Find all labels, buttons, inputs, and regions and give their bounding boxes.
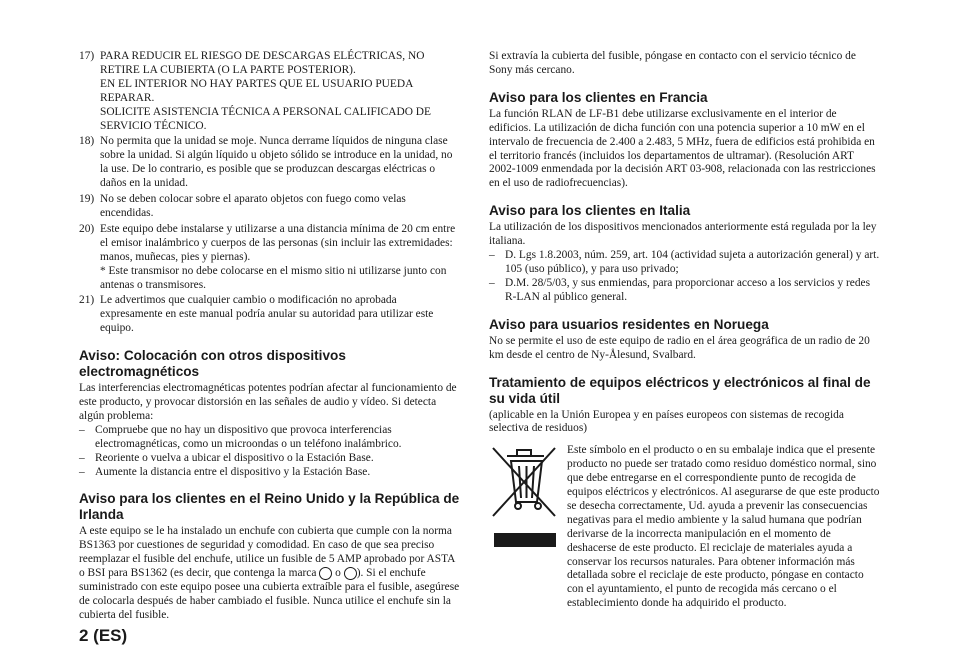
fuse-text: Si extravía la cubierta del fusible, póngase en contacto con el servicio técnico de Sony más cercano. [489, 50, 856, 76]
weee-heading: Tratamiento de equipos eléctricos y electrónicos al final de su vida útil [489, 374, 871, 406]
item-19 [79, 193, 461, 221]
uk-text [79, 525, 461, 622]
weee-text: Este símbolo en el producto o en su embalaje indica que el presente producto no puede ser tratado como residuo doméstico normal, sino que debe entregarse en el correspondiente punto de recogida de equipos eléctricos y electrónicos. Al asegurarse de que este producto se desecha correctamente, Ud. ayuda a prevenir las consecuencias negativas para el medio ambiente y la salud humana que podrían derivarse de la incorrecta manipulación en el momento de deshacerse de este producto. El reciclaje de materiales ayuda a conservar los recursos naturales. Para obtener información más detallada sobre el reciclaje de este producto, póngase en contacto con el ayuntamiento, el punto de recogida más cercano o el establecimiento donde ha adquirido el producto. [567, 444, 880, 610]
bullet-text: Compruebe que no hay un dispositivo que provoca interferencias electromagnéticas, como un microondas o un teléfono inalámbrico. [95, 423, 402, 450]
item-number: 20) [79, 222, 95, 235]
italy-text: La utilización de los dispositivos mencionados anteriormente está regulada por la ley italiana. [489, 221, 877, 248]
asta-mark-icon [319, 567, 332, 580]
italy-heading: Aviso para los clientes en Italia [489, 203, 691, 219]
interference-bullet [79, 424, 461, 452]
bullet-text: D.M. 28/5/03, y sus enmiendas, para proporcionar acceso a los servicios y redes R-LAN al público general. [505, 276, 871, 303]
uk-text-part-2: ). Si el enchufe suministrado con este equipo posee una cubierta extraíble para el fusible, asegúrese de colocarla después de haber cambiado el fusible. Nunca utilice el enchufe sin la cubierta del fusible. [79, 567, 460, 622]
uk-or: o [335, 567, 341, 580]
item-17 [79, 50, 461, 133]
france-text: La función RLAN de LF-B1 debe utilizarse exclusivamente en el interior de edificios. La utilización de dicha función con una potencia superior a 10 mW en el intervalo de frecuencia de 2.400 a 2.483, 5 MHz, fuera de edificios está prohibida en el territorio francés (incluidos los departamentos de ultramar). (Resolución ART 2002-1009 enmendada por la decisión ART 03-908, relacionada con las restricciones en el uso de radiofrecuencias). [489, 107, 876, 190]
france-heading: Aviso para los clientes en Francia [489, 89, 708, 105]
right-column [489, 50, 881, 611]
italy-bullet [489, 249, 881, 277]
dash: – [79, 451, 85, 464]
interference-text: Las interferencias electromagnéticas potentes podrían afectar al funcionamiento de este producto, y provocar distorsión en las señales de audio y vídeo. Si detecta algún problema: [79, 382, 457, 422]
bullet-text: Reoriente o vuelva a ubicar el dispositivo o la Estación Base. [95, 451, 374, 464]
dash: – [79, 423, 85, 436]
dash: – [489, 276, 495, 289]
interference-heading: Aviso: Colocación con otros dispositivos electromagnéticos [79, 348, 346, 380]
bsi-mark-icon [344, 567, 357, 580]
item-20 [79, 223, 461, 265]
norway-heading: Aviso para usuarios residentes en Noruega [489, 316, 769, 332]
uk-text-part-1: A este equipo se le ha instalado un enchufe con cubierta que cumple con la norma BS1363 por cuestiones de seguridad y comodidad. En caso de que sea preciso reemplazar el fusible del enchufe, utilice un fusible de 5 AMP aprobado por ASTA o BSI para BS1362 (es decir, que contenga la marca [79, 525, 455, 580]
uk-heading: Aviso para los clientes en el Reino Unido y la República de Irlanda [79, 491, 460, 523]
norway-text: No se permite el uso de este equipo de radio en el área geográfica de un radio de 20 km desde el centro de Ny-Ålesund, Svalbard. [489, 334, 870, 361]
item-text: Este equipo debe instalarse y utilizarse a una distancia mínima de 20 cm entre el emisor inalámbrico y cuerpos de las personas (sin incluir las extremidades: manos, muñecas, pies y piernas). [100, 222, 456, 263]
interference-bullet [79, 452, 461, 466]
weee-symbol-svg [489, 444, 559, 549]
dash: – [79, 465, 85, 478]
italy-bullet [489, 277, 881, 305]
weee-subtitle: (aplicable en la Unión Europea y en países europeos con sistemas de recogida selectiva de residuos) [489, 408, 844, 435]
item-21 [79, 294, 461, 336]
item-20-note: * Este transmisor no debe colocarse en el mismo sitio ni utilizarse junto con antenas o transmisores. [100, 264, 447, 291]
left-column [79, 50, 461, 623]
crossed-out-bin-icon [489, 444, 567, 611]
item-17-line-2: EN EL INTERIOR NO HAY PARTES QUE EL USUARIO PUEDA REPARAR. [100, 77, 413, 104]
item-17-line-1: PARA REDUCIR EL RIESGO DE DESCARGAS ELÉCTRICAS, NO RETIRE LA CUBIERTA (O LA PARTE POSTERIOR). [100, 50, 425, 76]
bullet-text: D. Lgs 1.8.2003, núm. 259, art. 104 (actividad sujeta a autorización general) y art. 105 (uso público), y para uso privado; [505, 249, 880, 275]
item-body [100, 50, 461, 133]
item-text: No permita que la unidad se moje. Nunca derrame líquidos de ninguna clase sobre la unidad. Si algún líquido u objeto sólido se introduce en la unidad, no la use. De lo contrario, es posible que se produzcan descargas eléctricas o daños en la unidad. [100, 135, 453, 190]
dash: – [489, 249, 495, 262]
weee-block [489, 444, 881, 611]
item-text: No se deben colocar sobre el aparato objetos con fuego como velas encendidas. [100, 193, 406, 219]
page-number: 2 (ES) [79, 626, 128, 645]
item-number: 19) [79, 193, 95, 206]
item-18 [79, 135, 461, 191]
item-number: 18) [79, 135, 95, 148]
item-number: 21) [79, 294, 95, 307]
interference-bullet [79, 466, 461, 480]
item-text: Le advertimos que cualquier cambio o modificación no aprobada expresamente en este manual podría anular su autoridad para utilizar este equipo. [100, 294, 434, 335]
item-number: 17) [79, 50, 95, 62]
bullet-text: Aumente la distancia entre el dispositivo y la Estación Base. [95, 465, 371, 478]
item-17-line-3: SOLICITE ASISTENCIA TÉCNICA A PERSONAL CALIFICADO DE SERVICIO TÉCNICO. [100, 105, 431, 132]
